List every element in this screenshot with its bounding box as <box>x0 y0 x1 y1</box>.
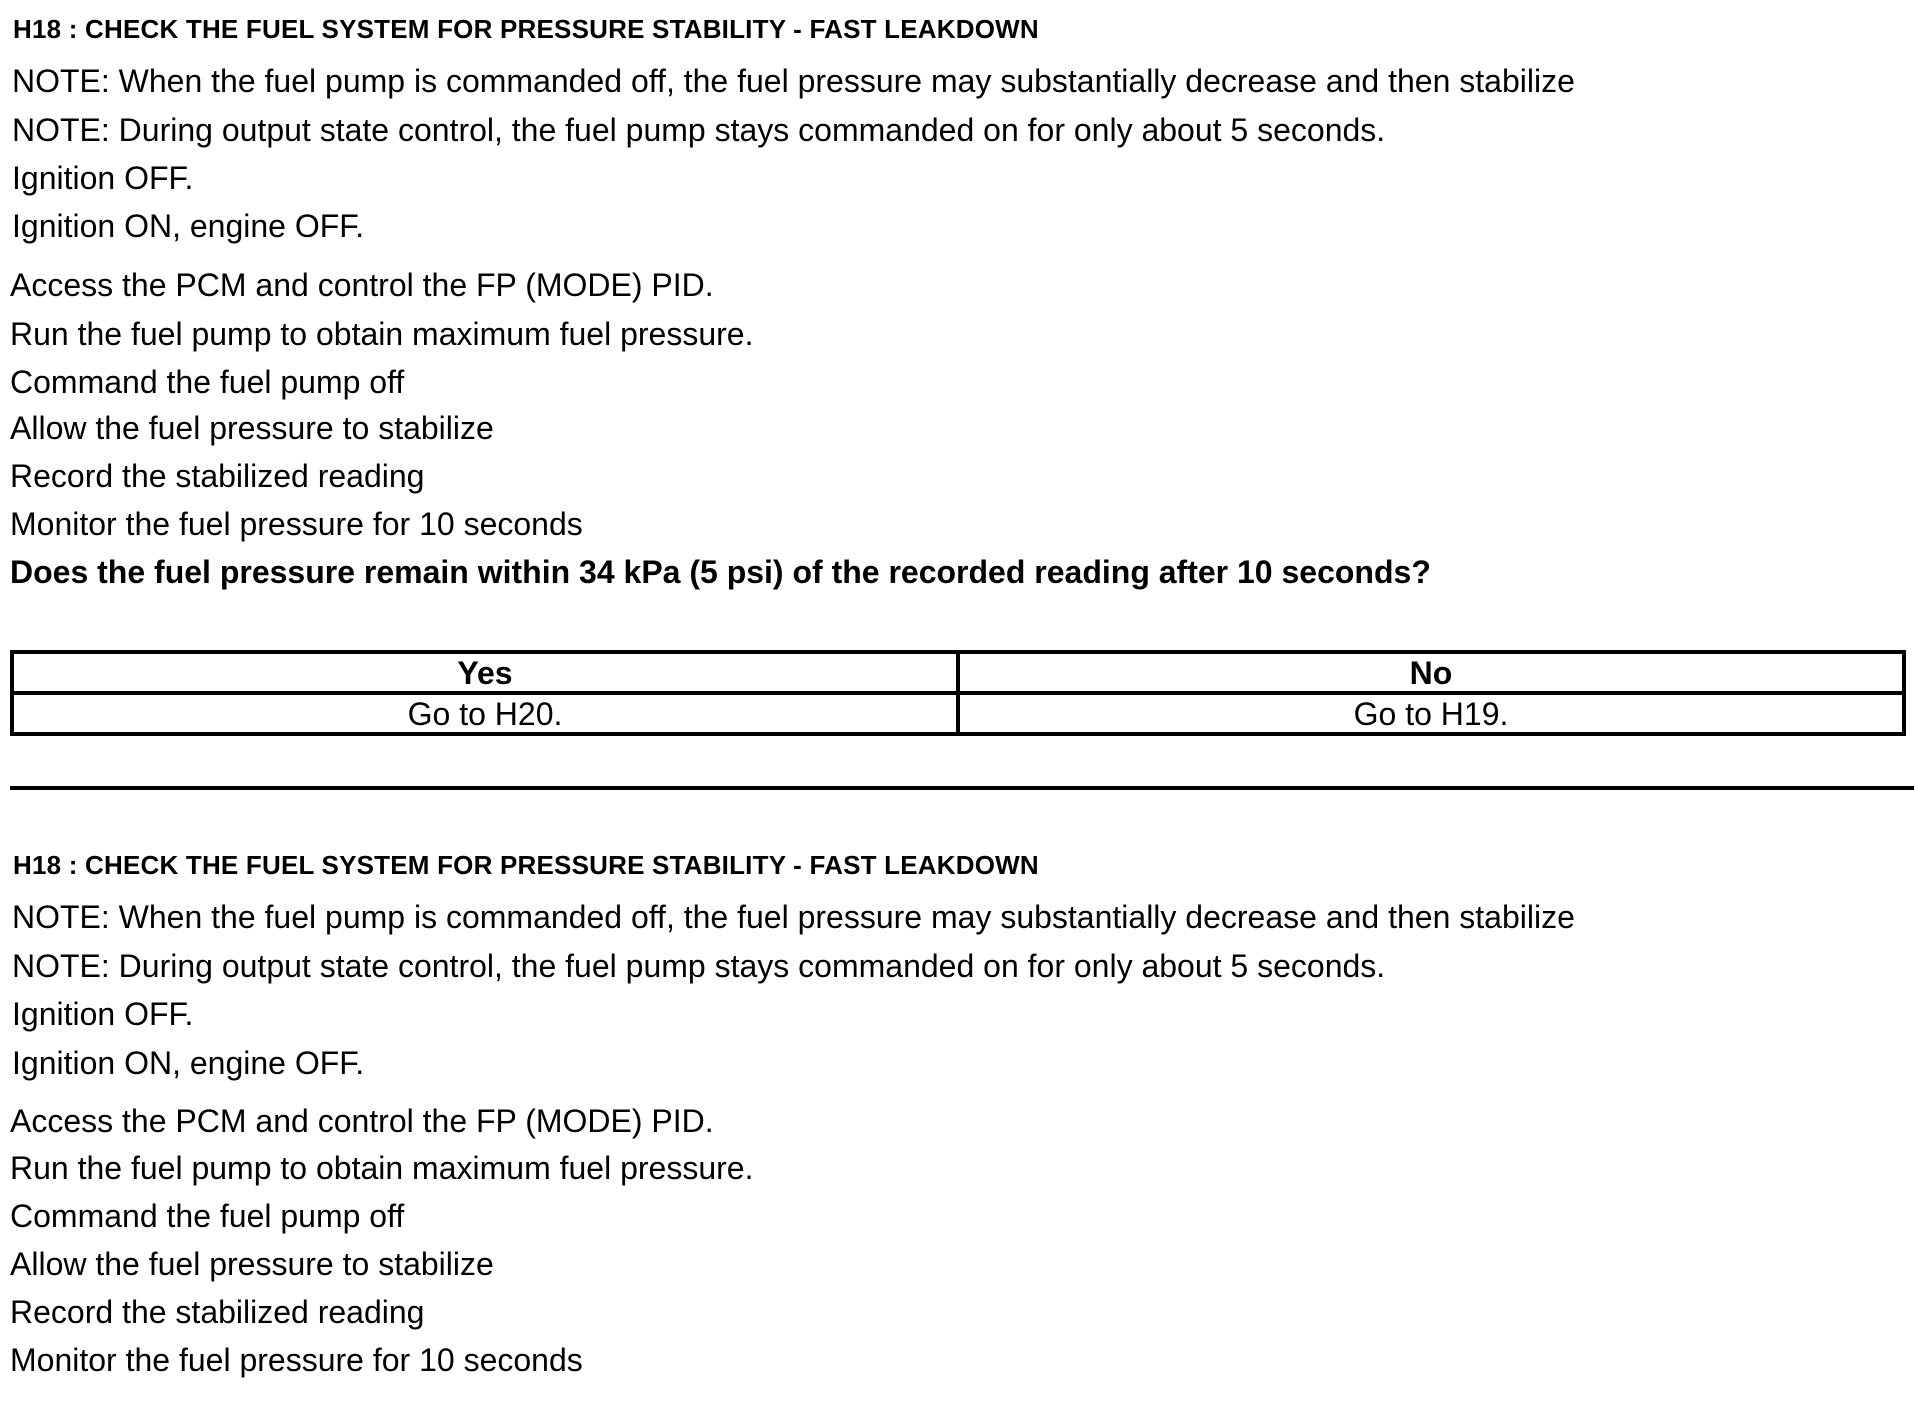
table-row <box>12 693 1904 734</box>
step-line: Allow the fuel pressure to stabilize <box>10 410 494 446</box>
instruction-line: Ignition ON, engine OFF. <box>12 208 365 244</box>
note-line: NOTE: During output state control, the fuel pump stays commanded on for only about 5 seconds. <box>12 948 1386 984</box>
step-line: Run the fuel pump to obtain maximum fuel pressure. <box>10 1150 754 1186</box>
step-line: Record the stabilized reading <box>10 458 425 494</box>
table-header-row <box>12 652 1904 693</box>
note-line: NOTE: When the fuel pump is commanded off, the fuel pressure may substantially decrease and then stabilize <box>12 899 1575 935</box>
step-line: Command the fuel pump off <box>10 1198 405 1234</box>
question-text: Does the fuel pressure remain within 34 kPa (5 psi) of the recorded reading after 10 seconds? <box>10 554 1431 590</box>
step-line: Monitor the fuel pressure for 10 seconds <box>10 506 583 542</box>
step-line: Run the fuel pump to obtain maximum fuel pressure. <box>10 316 754 352</box>
yes-no-table <box>10 650 1906 736</box>
table-cell-yes-action: Go to H20. <box>12 693 958 734</box>
instruction-line: Ignition ON, engine OFF. <box>12 1045 365 1081</box>
table-header-yes: Yes <box>12 652 958 693</box>
note-line: NOTE: During output state control, the fuel pump stays commanded on for only about 5 seconds. <box>12 112 1386 148</box>
step-line: Access the PCM and control the FP (MODE) PID. <box>10 267 714 303</box>
step-line: Monitor the fuel pressure for 10 seconds <box>10 1342 583 1378</box>
step-line: Access the PCM and control the FP (MODE) PID. <box>10 1103 714 1139</box>
table-cell-no-action: Go to H19. <box>958 693 1904 734</box>
section-heading: H18 : CHECK THE FUEL SYSTEM FOR PRESSURE STABILITY - FAST LEAKDOWN <box>13 14 1039 44</box>
section-heading: H18 : CHECK THE FUEL SYSTEM FOR PRESSURE STABILITY - FAST LEAKDOWN <box>13 850 1039 880</box>
instruction-line: Ignition OFF. <box>12 160 194 196</box>
note-line: NOTE: When the fuel pump is commanded off, the fuel pressure may substantially decrease and then stabilize <box>12 63 1575 99</box>
step-line: Command the fuel pump off <box>10 364 405 400</box>
step-line: Allow the fuel pressure to stabilize <box>10 1246 494 1282</box>
instruction-line: Ignition OFF. <box>12 996 194 1032</box>
table-header-no: No <box>958 652 1904 693</box>
step-line: Record the stabilized reading <box>10 1294 425 1330</box>
section-divider <box>10 786 1914 790</box>
